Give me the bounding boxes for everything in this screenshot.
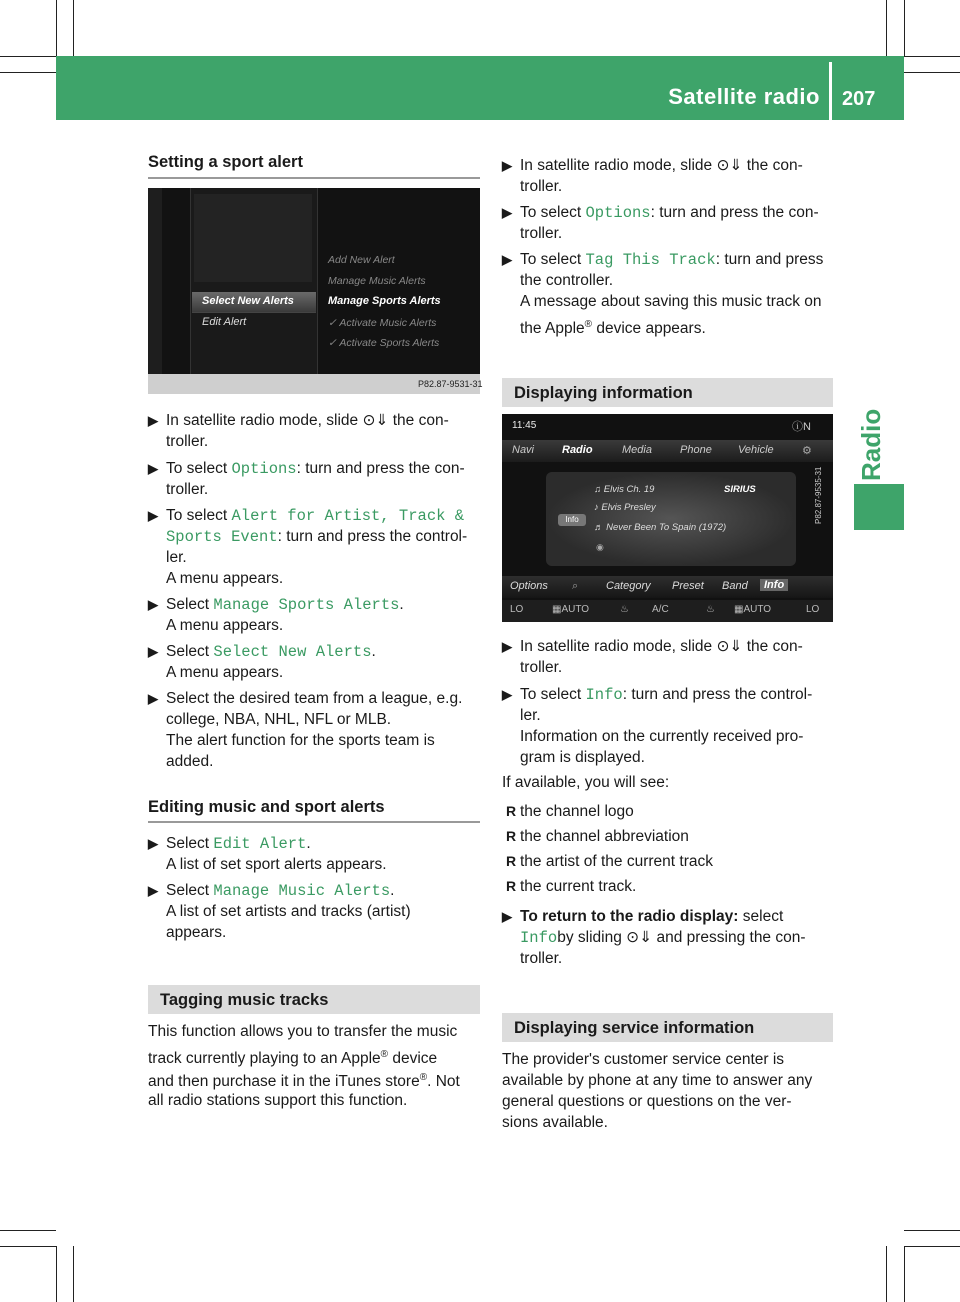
step-arrow-icon: ▶ [502,158,512,173]
step-text: troller. [166,481,209,498]
step-text: select [738,908,784,925]
step-text: by sliding [557,929,627,946]
paragraph-line [148,1067,460,1092]
paragraph-line: available by phone at any time to answer any [502,1072,813,1089]
panel-shade [194,194,312,282]
menu-term: Select New Alerts [213,643,372,661]
step-text: gram is displayed. [520,749,645,766]
step-text: Select [166,835,214,852]
step-text: . [306,835,311,852]
figure-sport-alert-menu [148,188,480,374]
tab-navi[interactable]: Navi [512,444,535,456]
step-arrow-icon: ▶ [148,508,158,523]
paragraph-line: general questions or questions on the ver- [502,1093,792,1110]
bullet-marker: R [506,853,517,869]
step-text: : turn and press [715,251,824,268]
climate-temp-right: LO [806,604,820,615]
menu-term: Edit Alert [213,835,307,853]
step-text: the con- [742,157,803,174]
step-text: A menu appears. [166,570,284,587]
tab-phone[interactable]: Phone [680,444,712,456]
menu-item-add-new-alert[interactable]: Add New Alert [328,254,395,266]
seat-heat-icon: ♨ [620,604,629,615]
step-text: To select [166,460,232,477]
step-text: troller. [520,950,563,967]
step [148,505,465,527]
step-arrow-icon: ▶ [148,413,158,428]
crop-mark [904,72,960,73]
bottom-preset[interactable]: Preset [672,580,704,592]
list-item-text: the artist of the current track [520,853,713,870]
menu-item-activate-sports-alerts-label: Activate Sports Alerts [339,337,440,349]
step-text: . [371,643,376,660]
artist-name: ♪ Elvis Presley [594,502,656,513]
tab-media[interactable]: Media [622,444,652,456]
step-text: A list of set sport alerts appears. [166,856,387,873]
paragraph-line: all radio stations support this function. [148,1092,408,1109]
step-text: : turn and press the control- [277,528,468,545]
step-text: Select [166,882,214,899]
step-arrow-icon: ▶ [148,883,158,898]
bullet-marker: R [506,828,517,844]
channel-name: ♫ Elvis Ch. 19 [594,484,655,495]
step-arrow-icon: ▶ [502,639,512,654]
menu-term: Info [585,686,623,704]
step-text-bold: To return to the radio display: [520,908,739,925]
page-number: 207 [842,88,876,110]
paragraph-line: This function allows you to transfer the music [148,1023,458,1040]
crop-mark [73,0,74,56]
climate-fan-right-label: AUTO [743,604,772,615]
step-text: To select [520,251,586,268]
controller-icon: ⊙⇓ [626,929,653,946]
step-text: Select the desired team from a league, e.g. [166,690,463,707]
crop-mark [0,1246,56,1247]
tag-icon: ◉ [596,542,604,552]
step-arrow-icon: ▶ [502,252,512,267]
compass-icon: ⓘN [792,421,811,433]
figure-caption: P82.87-9531-31 [418,379,483,389]
step-text: . [390,882,395,899]
step-text: the con- [388,412,449,429]
menu-term: Options [585,204,651,222]
text: device [388,1050,438,1068]
crop-mark [904,1230,960,1231]
crop-mark [904,1246,905,1302]
step [502,636,803,657]
tab-radio[interactable]: Radio [562,444,593,456]
crop-mark [904,0,905,56]
heading-setting-sport-alert: Setting a sport alert [148,153,303,171]
step-text: In satellite radio mode, slide [520,638,717,655]
step-arrow-icon: ▶ [148,644,158,659]
text: and then purchase it in the iTunes store [148,1073,420,1091]
track-name-text: Never Been To Spain (1972) [606,522,727,533]
heading-text: Displaying service information [514,1019,755,1037]
step-text: troller. [166,433,209,450]
step [520,927,806,949]
heading-displaying-service-information [502,1013,833,1042]
climate-fan-right: ▦AUTO [734,604,772,615]
menu-item-activate-music-alerts[interactable]: ✓ Activate Music Alerts [328,317,437,329]
step-arrow-icon: ▶ [148,836,158,851]
step-text: ler. [520,707,541,724]
crop-mark [886,0,887,56]
crop-mark [56,0,57,56]
heading-displaying-information [502,378,833,407]
step-text: In satellite radio mode, slide [166,412,363,429]
climate-ac: A/C [652,604,669,615]
screen-edge [148,188,162,374]
step-arrow-icon: ▶ [148,691,158,706]
step-text: . [399,596,404,613]
menu-term: Manage Sports Alerts [213,596,400,614]
step-text: A message about saving this music track on [520,293,822,310]
text: track currently playing to an Apple [148,1050,381,1068]
step-text: A menu appears. [166,617,284,634]
step-text: A list of set artists and tracks (artist) [166,903,411,920]
step [502,202,819,224]
tab-vehicle[interactable]: Vehicle [738,444,774,456]
step-text: college, NBA, NHL, NFL or MLB. [166,711,392,728]
step [148,833,311,855]
bottom-category[interactable]: Category [606,580,651,592]
climate-fan-left-label: AUTO [561,604,590,615]
step [502,155,803,176]
registered-mark: ® [419,1072,428,1083]
menu-divider [192,312,316,313]
heading-rule [148,177,480,179]
list-item [506,853,713,871]
step [148,880,395,902]
step [502,684,813,706]
track-name: ♬ Never Been To Spain (1972) [594,522,727,533]
step-text: In satellite radio mode, slide [520,157,717,174]
menu-item-manage-sports-alerts[interactable]: Manage Sports Alerts [328,295,441,307]
climate-temp-left: LO [510,604,524,615]
bullet-marker: R [506,803,517,819]
settings-icon[interactable]: ⚙ [802,445,812,457]
paragraph-line [148,1044,437,1069]
step-text: the con- [742,638,803,655]
step-text: To select [520,686,586,703]
tab-bar [502,440,833,462]
step-text: A menu appears. [166,664,284,681]
step-arrow-icon: ▶ [148,597,158,612]
step-arrow-icon: ▶ [502,205,512,220]
crop-mark [0,1230,56,1231]
menu-item-activate-sports-alerts[interactable]: ✓ Activate Sports Alerts [328,337,440,349]
channel-name-text: Elvis Ch. 19 [603,484,655,495]
side-tab-label: Radio [856,408,886,481]
info-badge: Info [558,514,586,526]
menu-term: Sports Event [166,528,278,546]
step [148,410,449,431]
controller-icon: ⊙⇓ [362,412,389,429]
side-tab [854,403,904,483]
step [148,594,404,616]
step-text: Select [166,596,214,613]
menu-item-activate-music-alerts-label: Activate Music Alerts [339,317,437,329]
crop-mark [0,56,56,57]
figure-radio-info-screen [502,414,833,622]
side-tab-block [854,484,904,530]
text: . Not [427,1073,460,1091]
step-text: The alert function for the sports team is [166,732,435,749]
step-text: troller. [520,659,563,676]
search-icon[interactable]: ⌕ [572,580,579,592]
registered-mark: ® [380,1049,389,1060]
step-text: : turn and press the con- [296,460,465,477]
step [520,314,706,339]
menu-item-manage-music-alerts[interactable]: Manage Music Alerts [328,275,426,287]
step-text: Select [166,643,214,660]
heading-rule [148,821,480,823]
list-item [506,828,689,846]
crop-mark [0,72,56,73]
heading-text: Tagging music tracks [160,991,329,1009]
step [502,906,784,927]
bottom-info[interactable]: Info [760,579,788,591]
artist-name-text: Elvis Presley [601,502,656,513]
menu-term: Options [231,460,297,478]
step-text: To select [520,204,586,221]
controller-icon: ⊙⇓ [716,638,743,655]
step-text: ler. [166,549,187,566]
step-arrow-icon: ▶ [502,909,512,924]
heading-text: Displaying information [514,384,693,402]
step [502,249,824,271]
step-text: and pressing the con- [652,929,806,946]
list-item [506,878,637,896]
figure-caption: P82.87-9535-31 [814,466,823,524]
step [148,641,376,663]
seat-heat-icon: ♨ [706,604,715,615]
menu-item-select-new-alerts[interactable]: Select New Alerts [202,295,294,307]
heading-tagging-music-tracks [148,985,480,1014]
controller-icon: ⊙⇓ [716,157,743,174]
step-text: Information on the currently received pro- [520,728,804,745]
menu-term: Tag This Track [585,251,716,269]
paragraph-line: If available, you will see: [502,774,670,791]
list-item-text: the channel logo [520,803,634,820]
crop-mark [904,56,960,57]
menu-term: Info [520,929,558,947]
step-text: added. [166,753,214,770]
step-text: troller. [520,178,563,195]
bullet-marker: R [506,878,517,894]
heading-editing-alerts: Editing music and sport alerts [148,798,385,816]
step-text: troller. [520,225,563,242]
section-title: Satellite radio [668,84,820,109]
crop-mark [56,1246,57,1302]
step-text: : turn and press the control- [622,686,813,703]
step [148,458,465,480]
step-text: appears. [166,924,227,941]
step-arrow-icon: ▶ [148,461,158,476]
step-text: the controller. [520,272,614,289]
menu-term: Alert for Artist, Track & [231,507,465,525]
sirius-logo: SIRIUS [724,484,756,495]
crop-mark [73,1246,74,1302]
list-item-text: the channel abbreviation [520,828,689,845]
registered-mark: ® [584,319,593,330]
menu-term: Manage Music Alerts [213,882,391,900]
step-text: : turn and press the con- [650,204,819,221]
paragraph-line: sions available. [502,1114,608,1131]
crop-mark [904,1246,960,1247]
step-text: device appears. [592,320,706,338]
bottom-options[interactable]: Options [510,580,548,592]
step-text: the Apple [520,320,585,338]
step-arrow-icon: ▶ [502,687,512,702]
crop-mark [886,1246,887,1302]
header-divider [829,62,832,120]
list-item-text: the current track. [520,878,637,895]
step [148,688,463,709]
step-text: To select [166,507,232,524]
step [166,526,467,548]
climate-fan-left: ▦AUTO [552,604,590,615]
menu-item-edit-alert[interactable]: Edit Alert [202,316,247,328]
clock: 11:45 [512,420,537,431]
bottom-band[interactable]: Band [722,580,748,592]
list-item [506,803,634,821]
paragraph-line: The provider's customer service center is [502,1051,785,1068]
